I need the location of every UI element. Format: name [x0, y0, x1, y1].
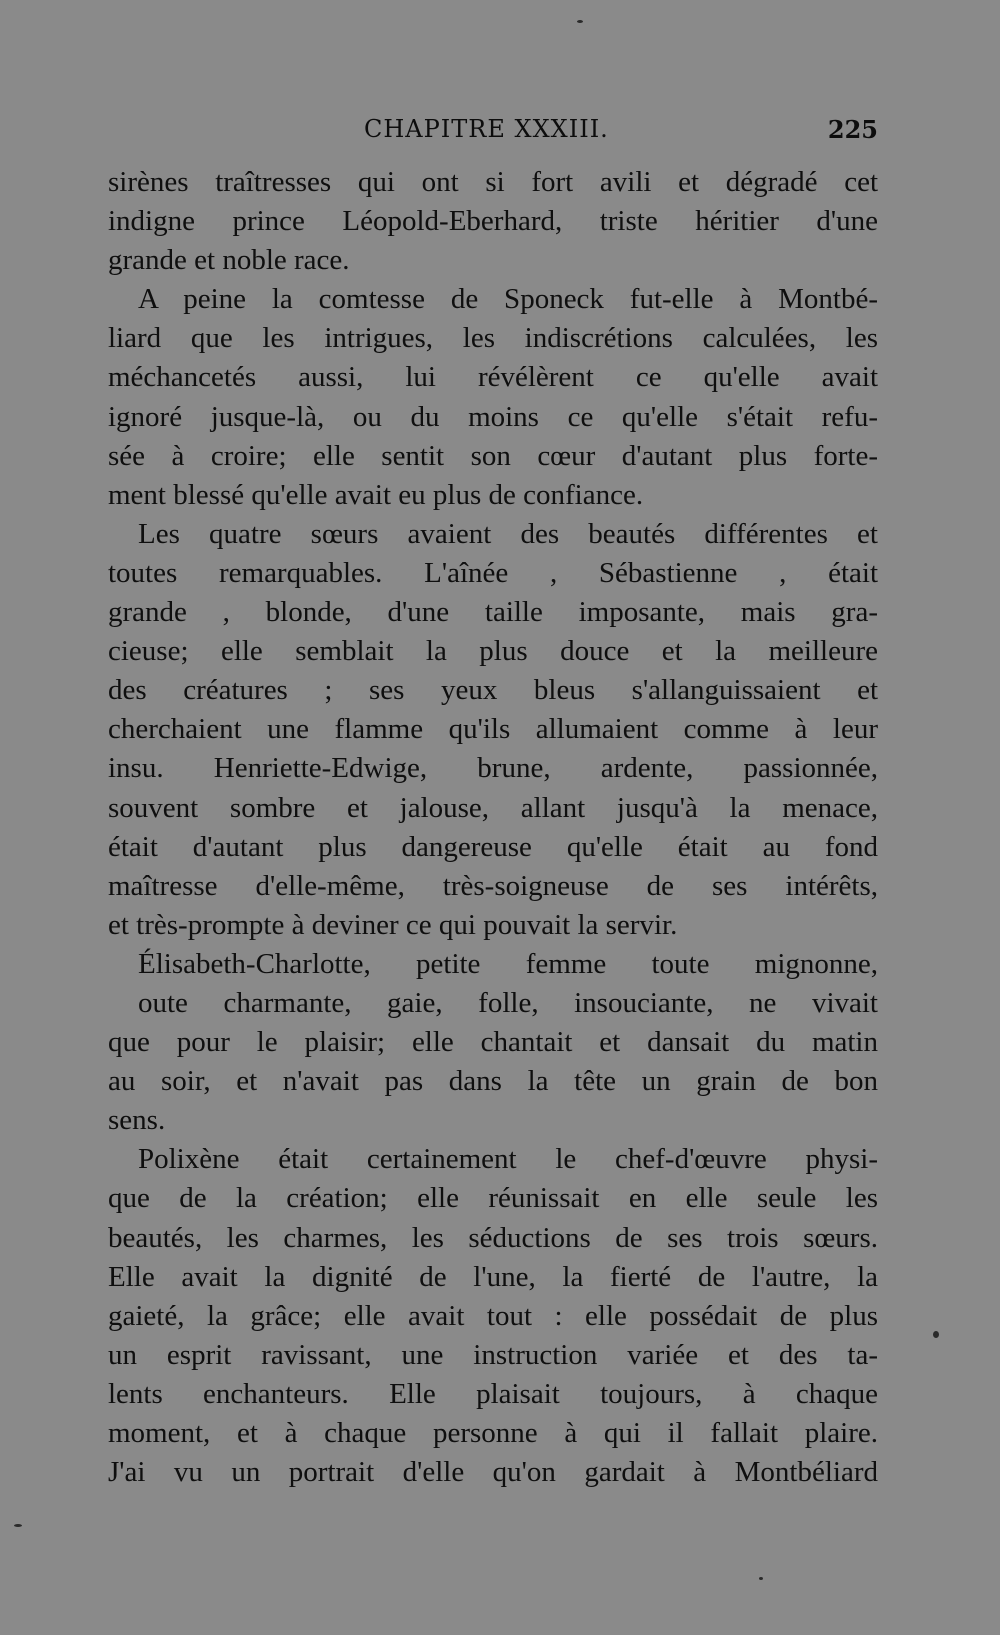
scan-speck [933, 1331, 939, 1338]
scan-speck [14, 1524, 22, 1527]
text-line: et très-prompte à deviner ce qui pouvait la servir. [108, 908, 678, 941]
text-line: grande , blonde, d'une taille imposante, mais gra- [108, 596, 878, 629]
text-line: Élisabeth-Charlotte, petite femme toute mignonne, [138, 947, 878, 980]
text-line: J'ai vu un portrait d'elle qu'on gardait à Montbéliard [108, 1456, 878, 1489]
text-line: toutes remarquables. L'aînée , Sébastienne , était [108, 556, 878, 589]
text-line: au soir, et n'avait pas dans la tête un grain de bon [108, 1065, 878, 1098]
text-line: que de la création; elle réunissait en elle seule les [108, 1182, 878, 1215]
text-line: méchancetés aussi, lui révélèrent ce qu'elle avait [108, 361, 878, 394]
text-line: grande et noble race. [108, 244, 350, 277]
page-number: 225 [827, 115, 878, 144]
text-line: ment blessé qu'elle avait eu plus de confiance. [108, 478, 644, 511]
text-line: Elle avait la dignité de l'une, la fierté de l'autre, la [108, 1260, 878, 1293]
text-line: moment, et à chaque personne à qui il fallait plaire. [108, 1417, 878, 1449]
text-line: sens. [108, 1104, 166, 1137]
text-line: gaieté, la grâce; elle avait tout : elle possédait de plus [108, 1299, 878, 1332]
text-line: sée à croire; elle sentit son cœur d'autant plus forte- [108, 439, 878, 472]
scan-speck [759, 1577, 763, 1580]
text-line: beautés, les charmes, les séductions de ses trois sœurs. [108, 1221, 878, 1254]
text-line: Les quatre sœurs avaient des beautés différentes et [138, 517, 878, 550]
text-line: sirènes traîtresses qui ont si fort avili et dégradé cet [108, 166, 878, 198]
text-line: lents enchanteurs. Elle plaisait toujours, à chaque [108, 1377, 878, 1410]
text-line: maîtresse d'elle-même, très-soigneuse de ses intérêts, [108, 869, 878, 902]
running-head [108, 115, 878, 149]
scan-speck [577, 20, 583, 23]
text-line: oute charmante, gaie, folle, insouciante, ne vivait [138, 986, 878, 1019]
text-line: liard que les intrigues, les indiscrétions calculées, les [108, 322, 878, 355]
body-text [108, 163, 878, 1492]
text-line: cieuse; elle semblait la plus douce et la meilleure [108, 635, 878, 668]
text-line: que pour le plaisir; elle chantait et dansait du matin [108, 1026, 878, 1059]
text-line: Polixène était certainement le chef-d'œuvre physi- [138, 1143, 878, 1176]
text-line: indigne prince Léopold-Eberhard, triste héritier d'une [108, 205, 878, 238]
chapter-title: CHAPITRE XXXIII. [364, 115, 609, 143]
text-line: des créatures ; ses yeux bleus s'allanguissaient et [108, 674, 878, 707]
text-line: A peine la comtesse de Sponeck fut-elle à Montbé- [138, 283, 878, 316]
text-line: insu. Henriette-Edwige, brune, ardente, passionnée, [108, 752, 878, 785]
text-line: était d'autant plus dangereuse qu'elle était au fond [108, 830, 878, 863]
text-line: cherchaient une flamme qu'ils allumaient comme à leur [108, 713, 878, 746]
text-line: souvent sombre et jalouse, allant jusqu'à la menace, [108, 791, 878, 824]
text-line: un esprit ravissant, une instruction variée et des ta- [108, 1338, 878, 1371]
text-line: ignoré jusque-là, ou du moins ce qu'elle s'était refu- [108, 400, 878, 433]
